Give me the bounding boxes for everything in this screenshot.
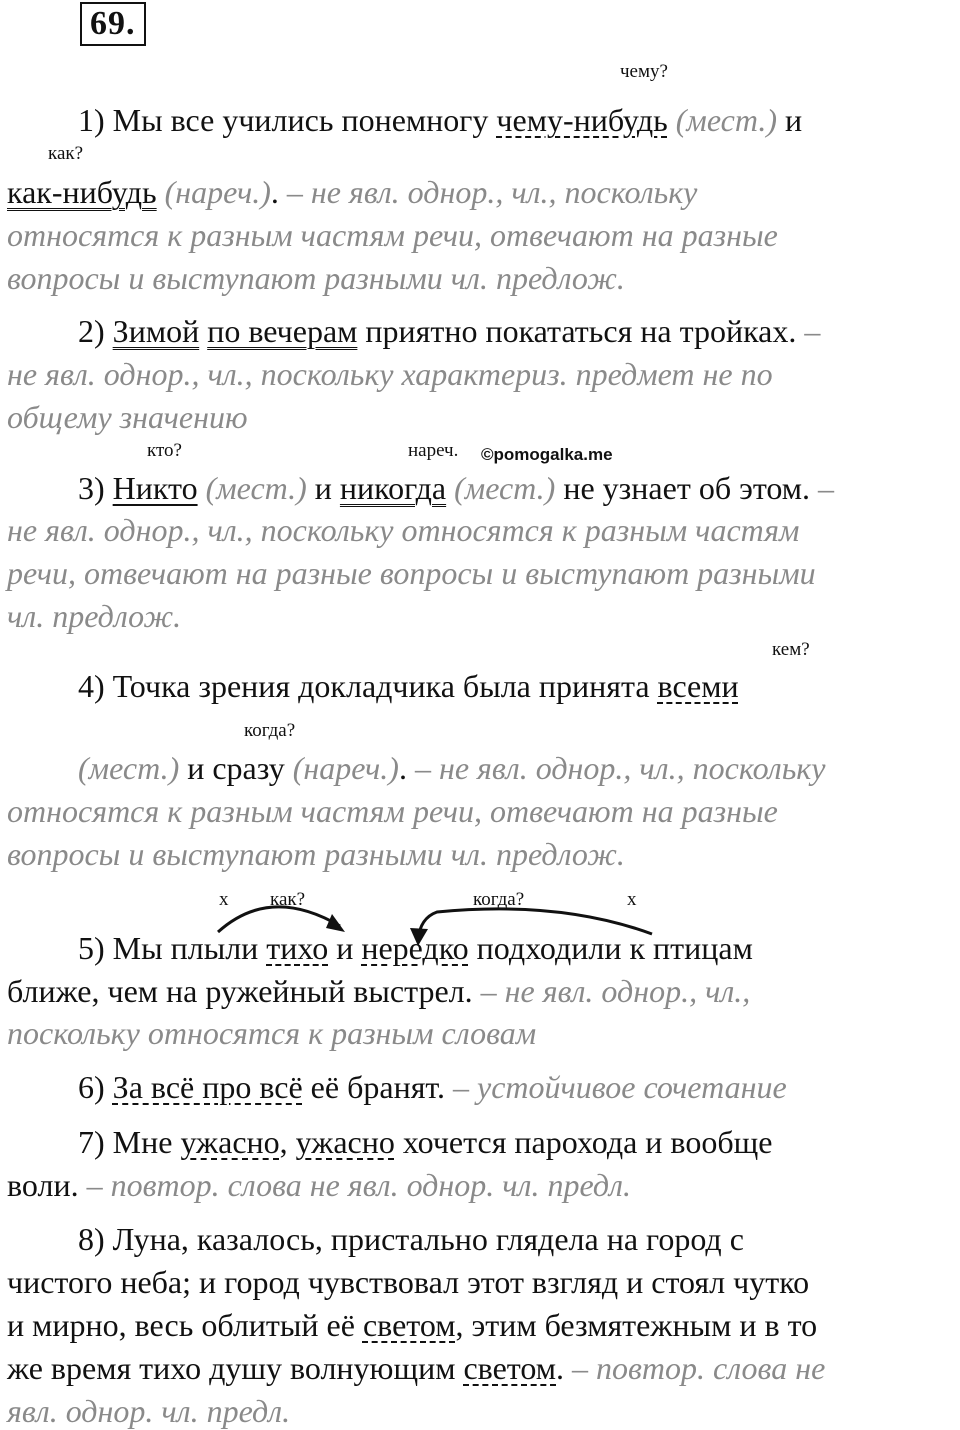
sentence-5-line-2: ближе, чем на ружейный выстрел. – не явл. однор., чл., [7, 973, 751, 1009]
underlined-word: светом [362, 1307, 456, 1343]
sentence-4-line-2: (мест.) и сразу (нареч.). – не явл. однор., чл., поскольку [78, 750, 826, 786]
sentence-3-line-2: не явл. однор., чл., поскольку относятся к разным частям [7, 512, 800, 548]
exercise-number: 69. [80, 2, 146, 46]
sentence-6-line-1: 6) За всё про всё её бранят. – устойчивое сочетание [78, 1069, 787, 1105]
sentence-4-line-4: вопросы и выступают разными чл. предлож. [7, 836, 625, 872]
sentence-2-line-1: 2) Зимой по вечерам приятно покататься на тройках. – [78, 313, 821, 349]
sentence-5-line-1: 5) Мы плыли тихо и нередко подходили к птицам [78, 930, 753, 966]
sentence-5-line-3: поскольку относятся к разным словам [7, 1015, 537, 1051]
sentence-1-line-3: относятся к разным частям речи, отвечают на разные [7, 217, 778, 253]
sentence-4-line-3: относятся к разным частям речи, отвечают на разные [7, 793, 778, 829]
question-label: когда? [473, 889, 525, 910]
underlined-word: по вечерам [207, 313, 358, 349]
sentence-8-line-4: же время тихо душу волнующим светом. – повтор. слова не [7, 1350, 826, 1386]
sentence-3-line-4: чл. предлож. [7, 598, 182, 634]
sentence-4-line-1: 4) Точка зрения докладчика была принята всеми [78, 668, 739, 704]
sentence-7-line-1: 7) Мне ужасно, ужасно хочется парохода и вообще [78, 1124, 773, 1160]
underlined-word: чему-нибудь [496, 102, 668, 138]
sentence-8-line-5: явл. однор. чл. предл. [7, 1393, 291, 1429]
sentence-1-line-4: вопросы и выступают разными чл. предлож. [7, 260, 625, 296]
question-label: чему? [620, 61, 668, 82]
sentence-8-line-2: чистого неба; и город чувствовал этот взгляд и стоял чутко [7, 1264, 810, 1300]
underlined-word: За всё про всё [112, 1069, 303, 1105]
underlined-word: никогда [339, 470, 447, 506]
underlined-word: как-нибудь [7, 174, 157, 210]
sentence-1-line-2: как-нибудь (нареч.). – не явл. однор., чл., поскольку [7, 174, 698, 210]
underlined-word: ужасно [180, 1124, 280, 1160]
sentence-8-line-1: 8) Луна, казалось, пристально глядела на город с [78, 1221, 744, 1257]
underlined-word: Никто [112, 470, 198, 506]
question-label: когда? [244, 720, 296, 741]
underlined-word: ужасно [295, 1124, 395, 1160]
question-label: кто? [147, 440, 182, 461]
underlined-word: светом [463, 1350, 556, 1386]
sentence-7-line-2: воли. – повтор. слова не явл. однор. чл. предл. [7, 1167, 631, 1203]
underlined-word: тихо [266, 930, 329, 966]
sentence-2-line-2: не явл. однор., чл., поскольку характериз. предмет не по [7, 356, 773, 392]
sentence-8-line-3: и мирно, весь облитый её светом, этим безмятежным и в то [7, 1307, 818, 1343]
question-label: как? [270, 889, 306, 910]
sentence-3-line-3: речи, отвечают на разные вопросы и выступают разными [7, 555, 816, 591]
underlined-word: Зимой [112, 313, 200, 349]
question-label: x [627, 889, 637, 910]
question-label: x [219, 889, 229, 910]
question-label: кем? [772, 639, 810, 660]
sentence-2-line-3: общему значению [7, 399, 248, 435]
underlined-word: всеми [657, 668, 739, 704]
underlined-word: нередко [361, 930, 469, 966]
question-label: как? [48, 143, 84, 164]
sentence-1-line-1: 1) Мы все учились понемногу чему-нибудь (мест.) и [78, 102, 803, 138]
watermark: ©pomogalka.me [481, 445, 613, 464]
sentence-3-line-1: 3) Никто (мест.) и никогда (мест.) не узнает об этом. – [78, 470, 835, 506]
question-label: нареч. [408, 440, 459, 461]
